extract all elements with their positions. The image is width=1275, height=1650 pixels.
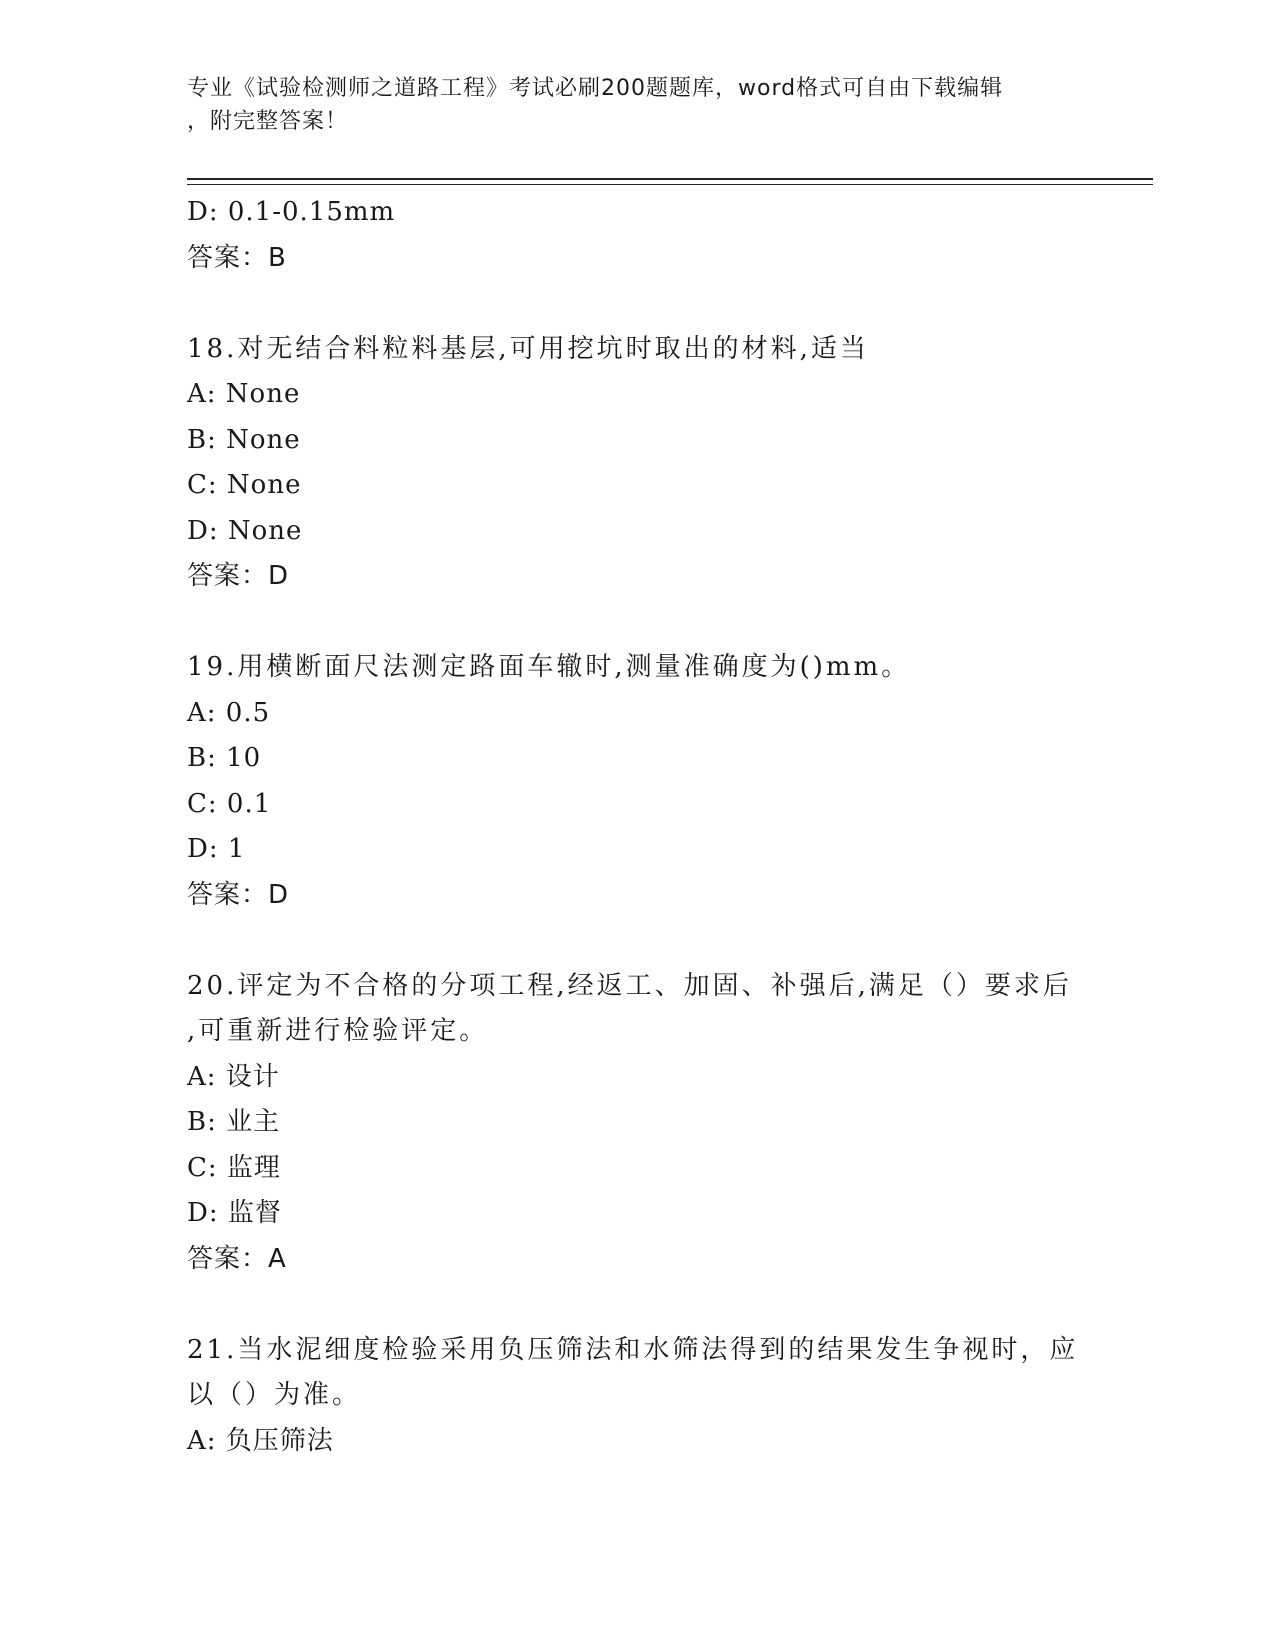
header-line-2: ，附完整答案！ [187, 109, 349, 134]
question-list [187, 190, 1087, 1464]
question-20-option-c: C: 监理 [187, 1152, 281, 1183]
question-19-option-d: D: 1 [187, 834, 246, 864]
question-21-stem-line-1: 21.当水泥细度检验采用负压筛法和水筛法得到的结果发生争视时，应 [187, 1334, 1079, 1365]
spacer [187, 600, 1087, 646]
spacer [187, 281, 1087, 327]
header-rule-thick [187, 178, 1153, 180]
question-21-stem-line-2: 以（）为准。 [187, 1380, 362, 1410]
question-19-option-b: B: 10 [187, 743, 262, 773]
prev-option-d: D: 0.1-0.15mm [187, 197, 396, 227]
prev-answer: 答案：B [187, 242, 287, 273]
question-18-option-c: C: None [187, 470, 302, 500]
question-20-answer: 答案：A [187, 1243, 287, 1274]
document-header [187, 72, 1067, 138]
header-line-1: 专业《试验检测师之道路工程》考试必刷200题题库，word格式可自由下载编辑 [187, 76, 1004, 101]
question-18-option-d: D: None [187, 515, 303, 546]
question-21 [187, 1328, 1087, 1465]
question-20-option-b: B: 业主 [187, 1107, 281, 1137]
question-19-option-a: A: 0.5 [187, 697, 271, 728]
question-19-stem: 19.用横断面尺法测定路面车辙时,测量准确度为()mm。 [187, 652, 911, 682]
question-18 [187, 327, 1087, 600]
question-18-stem: 18.对无结合料粒料基层,可用挖坑时取出的材料,适当 [187, 333, 869, 364]
question-20-option-d: D: 监督 [187, 1198, 282, 1228]
question-20 [187, 964, 1087, 1283]
header-rule-thin [187, 184, 1153, 185]
spacer [187, 918, 1087, 964]
question-19-answer: 答案：D [187, 879, 290, 910]
spacer [187, 1282, 1087, 1328]
question-19 [187, 645, 1087, 918]
question-21-option-a: A: 负压筛法 [187, 1425, 334, 1456]
question-18-answer: 答案：D [187, 561, 290, 591]
question-18-option-b: B: None [187, 424, 301, 455]
question-20-option-a: A: 设计 [187, 1061, 280, 1092]
question-19-option-c: C: 0.1 [187, 788, 272, 819]
question-20-stem-line-1: 20.评定为不合格的分项工程,经返工、加固、补强后,满足（）要求后 [187, 970, 1072, 1001]
question-18-option-a: A: None [187, 379, 301, 409]
question-20-stem-line-2: ,可重新进行检验评定。 [187, 1016, 489, 1046]
